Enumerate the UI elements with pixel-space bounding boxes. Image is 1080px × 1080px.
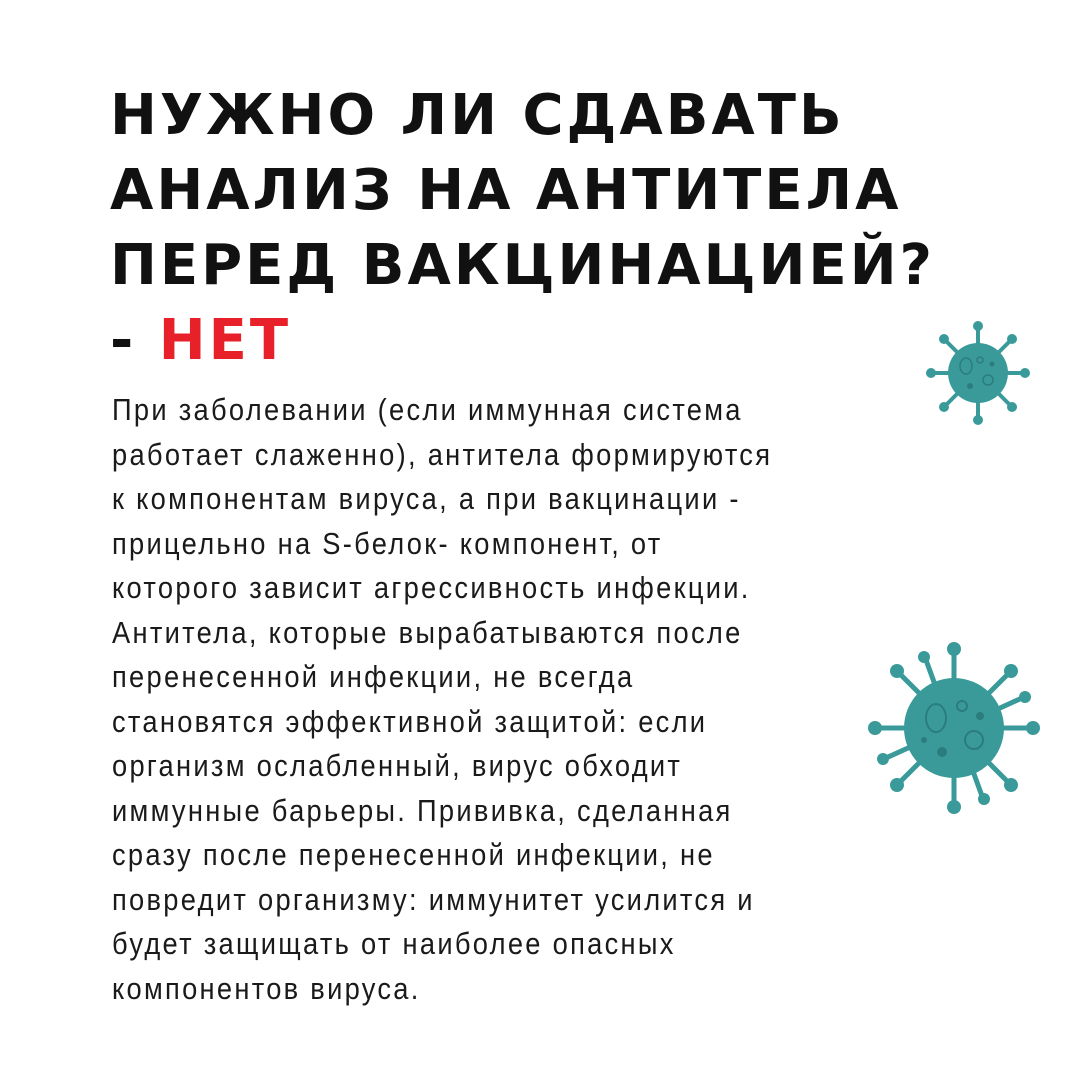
body-line-4: прицельно на S-белок- компонент, от [112, 525, 663, 561]
body-line-9: организм ослабленный, вирус обходит [112, 748, 683, 783]
answer-dash: - [110, 308, 159, 373]
body-line-8: становятся эффективной защитой: если [112, 703, 708, 739]
body-line-6: Антитела, которые вырабатываются после [112, 614, 743, 650]
headline [110, 78, 936, 378]
headline-line-1: НУЖНО ЛИ СДАВАТЬ [110, 83, 845, 148]
body-line-11: сразу после перенесенной инфекции, не [112, 837, 715, 872]
virus-icon [862, 640, 1048, 816]
body-line-12: повредит организму: иммунитет усилится и [112, 881, 755, 917]
headline-line-3: ПЕРЕД ВАКЦИНАЦИЕЙ? [110, 233, 936, 298]
virus-icon [918, 318, 1038, 428]
body-line-13: будет защищать от наиболее опасных [112, 926, 676, 961]
body-line-3: к компонентам вируса, а при вакцинации - [112, 481, 741, 516]
body-line-2: работает слаженно), антитела формируются [112, 436, 773, 472]
explanation-text [112, 388, 816, 1011]
body-line-1: При заболевании (если иммунная система [112, 392, 743, 427]
answer-no: НЕТ [158, 308, 292, 373]
body-line-14: компонентов вируса. [112, 970, 421, 1006]
body-line-10: иммунные барьеры. Прививка, сделанная [112, 792, 733, 828]
body-line-7: перенесенной инфекции, не всегда [112, 659, 635, 694]
body-line-5: которого зависит агрессивность инфекции. [112, 570, 751, 605]
headline-line-2: АНАЛИЗ НА АНТИТЕЛА [110, 158, 902, 223]
headline-answer-line [110, 303, 930, 378]
